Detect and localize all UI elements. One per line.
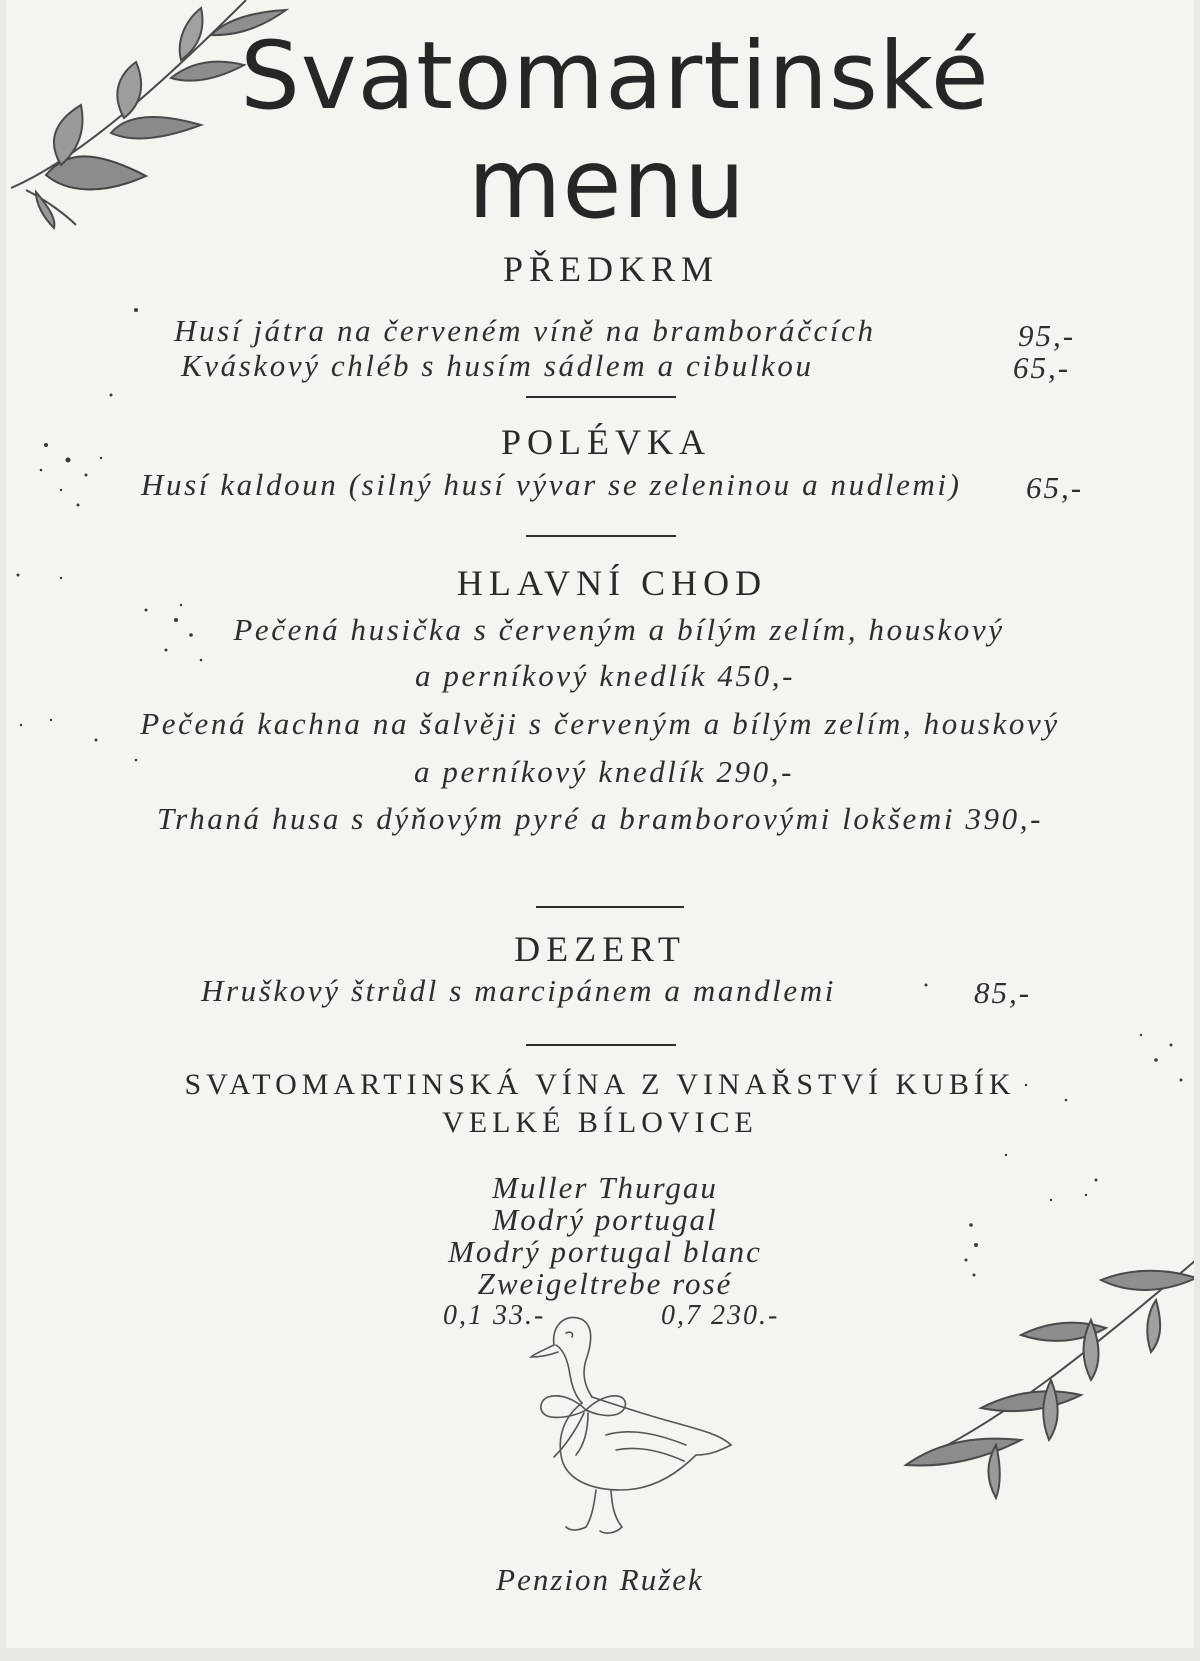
menu-title-line1: Svatomartinské: [240, 22, 990, 131]
menu-item-price: 95,-: [1018, 318, 1076, 353]
menu-item-line: a perníkový knedlík 290,-: [413, 754, 795, 789]
wine-price-small: 0,1 33.-: [443, 1300, 546, 1331]
section-heading-main: HLAVNÍ CHOD: [456, 563, 768, 603]
menu-item-price: 65,-: [1026, 470, 1084, 505]
section-heading-soup: POLÉVKA: [501, 422, 711, 462]
menu-item-price: 65,-: [1013, 350, 1071, 385]
wine-item: Modrý portugal blanc: [448, 1234, 762, 1269]
menu-item-price: 85,-: [974, 975, 1032, 1010]
menu-item-name: Husí játra na červeném víně na bramboráčcích: [174, 313, 876, 348]
menu-item-line: Pečená husička s červeným a bílým zelím, houskový: [233, 612, 1005, 647]
section-divider: [536, 906, 684, 908]
section-divider: [526, 535, 676, 537]
wine-item: Zweigeltrebe rosé: [477, 1266, 733, 1301]
restaurant-name: Penzion Ružek: [496, 1562, 704, 1597]
section-divider: [526, 1044, 676, 1046]
menu-item-name: Hruškový štrůdl s marcipánem a mandlemi: [201, 973, 836, 1008]
menu-item-line: Trhaná husa s dýňovým pyré a bramborovými lokšemi 390,-: [156, 801, 1044, 836]
wine-item: Muller Thurgau: [492, 1170, 718, 1205]
menu-item-line: a perníkový knedlík 450,-: [414, 658, 796, 693]
wine-item: Modrý portugal: [492, 1202, 718, 1237]
menu-page: [6, 0, 1194, 1648]
wine-price-large: 0,7 230.-: [661, 1300, 780, 1331]
menu-item-name: Kváskový chléb s husím sádlem a cibulkou: [181, 348, 814, 383]
section-heading-dessert: DEZERT: [514, 929, 686, 969]
menu-item-line: Pečená kachna na šalvěji s červeným a bílým zelím, houskový: [140, 706, 1060, 741]
menu-item-name: Husí kaldoun (silný husí vývar se zeleninou a nudlemi): [141, 467, 962, 502]
menu-title-line2: menu: [467, 128, 747, 240]
wine-section-heading: SVATOMARTINSKÁ VÍNA Z VINAŘSTVÍ KUBÍK: [184, 1068, 1016, 1101]
section-divider: [526, 396, 676, 398]
goose-illustration-icon: [526, 1305, 756, 1540]
section-heading-starter: PŘEDKRM: [502, 249, 720, 289]
wine-section-subheading: VELKÉ BÍLOVICE: [442, 1106, 758, 1139]
